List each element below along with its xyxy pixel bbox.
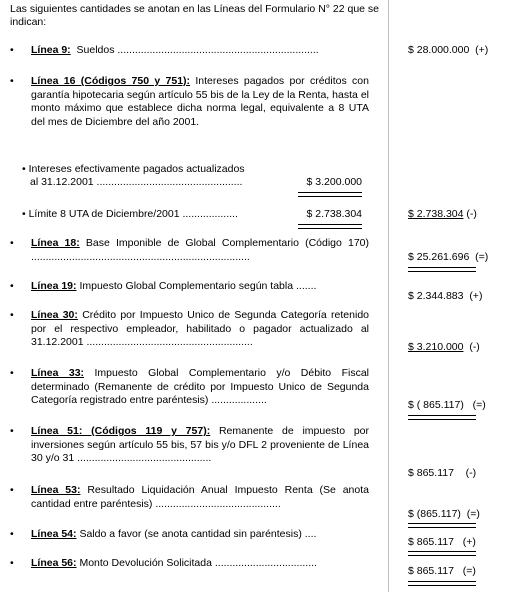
amount-linea-19 [408,290,508,302]
intro-text: Las siguientes cantidades se anotan en las Líneas del Formulario N° 22 que se indican: [10,3,380,28]
item-label: Línea 19: [31,280,77,292]
bullet: • [10,237,14,249]
sub-item-text: al 31.12.2001 .................................................. [30,176,243,188]
item-linea-19 [31,280,369,294]
amount-sign: (=) [472,399,486,411]
item-linea-53 [31,484,369,511]
bullet: • [10,557,14,569]
amount-linea-30 [408,341,508,353]
amount-value: $ 2.738.304 [408,208,464,220]
item-linea-54 [31,528,369,542]
bullet: • [10,309,14,321]
item-linea-51 [31,425,369,466]
amount-sign: (-) [465,467,477,479]
amount-sign: (+) [462,536,476,548]
amount-sign: (-) [469,341,480,353]
amount-sign: (-) [466,208,477,220]
amount-linea-9 [408,44,508,56]
double-underline [298,192,362,197]
item-label: Línea 54: [31,528,77,540]
item-text: Impuesto Global Complementario según tabla ....... [79,280,317,292]
bullet: • [10,280,14,292]
item-text: Crédito por Impuesto Unico de Segunda Categoría retenido por el respectivo empleador, habilitado o pagador actualizado al 31.12.2001 ......................................................... [31,309,369,348]
double-underline [408,551,476,556]
item-linea-56 [31,557,369,571]
item-label: Línea 9: [31,44,71,56]
item-text: Impuesto Global Complementario y/o Débito Fiscal determinado (Remanente de crédito por Impuesto Unico de Segunda Categoría registrado entre paréntesis) ................... [31,367,369,406]
amount-value: $ 3.210.000 [408,341,464,353]
item-linea-9 [31,44,369,58]
sub-value-limite: $ 2.738.304 [306,208,362,220]
sub-item-limite: • Límite 8 UTA de Diciembre/2001 ................... [22,208,238,220]
item-label: Línea 56: [31,557,77,569]
item-text: Monto Devolución Solicitada ................................... [79,557,317,569]
bullet: • [10,44,14,56]
item-text: Sueldos ..................................................................... [76,44,319,56]
item-text: Saldo a favor (se anota cantidad sin paréntesis) .... [79,528,317,540]
double-underline [408,415,476,420]
double-underline [408,581,476,586]
amount-limite [408,208,508,220]
amount-value: $ 25.261.696 [408,251,470,263]
item-label: Línea 51: (Códigos 119 y 757): [31,425,211,437]
amount-sign: (=) [475,251,489,263]
amount-linea-51 [408,467,508,479]
item-text: Intereses pagados por créditos con garantía hipotecaria según artículo 55 bis de la Ley de la Renta, hasta el monto máximo que establece dicha norma legal, equivalente a 8 UTA del mes de Diciembre del año 2001. [31,75,369,128]
bullet: • [10,484,14,496]
item-text: Remanente de impuesto por inversiones según artículo 55 bis, 57 bis y/o DFL 2 proveniente de Línea 30 y/o 31 .............................................. [31,425,370,464]
amount-value: $ 865.117 [408,565,454,577]
amount-linea-33 [408,399,508,411]
amount-sign: (=) [466,508,480,520]
double-underline [298,224,362,229]
amount-linea-54 [408,536,508,548]
item-linea-16 [31,75,369,129]
item-label: Línea 18: [31,237,80,249]
amount-linea-53 [408,508,508,520]
bullet: • [10,528,14,540]
sub-item-text: • Intereses efectivamente pagados actualizados [22,163,245,175]
item-label: Línea 53: [31,484,81,496]
item-label: Línea 30: [31,309,78,321]
item-linea-18 [31,237,369,264]
column-divider [388,0,389,592]
amount-linea-18 [408,251,508,263]
amount-value: $ 865.117 [408,467,454,479]
amount-sign: (+) [475,44,489,56]
item-linea-33 [31,367,369,408]
amount-value: $ 28.000.000 [408,44,470,56]
bullet: • [10,75,14,87]
double-underline [408,267,476,272]
amount-value: $ 865.117 [408,536,454,548]
amount-sign: (=) [462,565,476,577]
bullet: • [10,425,14,437]
sub-value-intereses: $ 3.200.000 [306,176,362,188]
item-linea-30 [31,309,369,350]
sub-item-intereses [22,163,245,189]
item-label: Línea 33: [31,367,85,379]
bullet: • [10,367,14,379]
double-underline [408,523,476,528]
amount-sign: (+) [469,290,483,302]
item-text: Resultado Liquidación Anual Impuesto Renta (Se anota cantidad entre paréntesis) ........................................... [31,484,369,510]
amount-value: $ 2.344.883 [408,290,464,302]
amount-linea-56 [408,565,508,577]
amount-value: $ ( 865.117) [408,399,464,411]
item-text: Base Imponible de Global Complementario (Código 170) ........................................................................... [31,237,369,263]
item-label: Línea 16 (Códigos 750 y 751): [31,75,191,87]
amount-value: $ (865.117) [408,508,461,520]
